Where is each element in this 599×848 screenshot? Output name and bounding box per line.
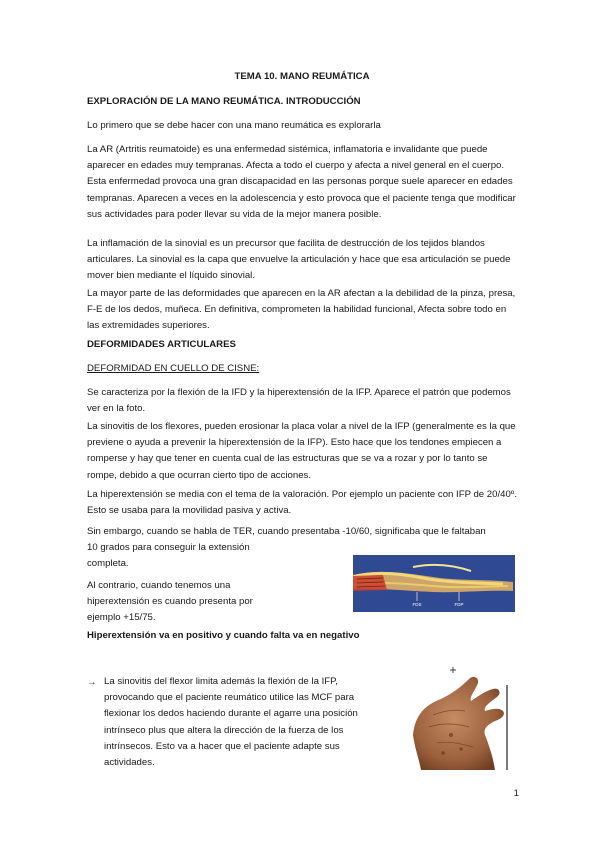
document-title: TEMA 10. MANO REUMÁTICA (234, 71, 370, 82)
ter-line-1: Sin embargo, cuando se habla de TER, cuando presentaba -10/60, significaba que le faltaban (87, 526, 486, 537)
page-number: 1 (513, 788, 519, 799)
bullet-arrow-icon: → (87, 677, 97, 688)
paragraph-ar: La AR (Artritis reumatoide) es una enfermedad sistémica, inflamatoria e invalidante que puede aparecer en edades muy tempranas. Afecta a todo el cuerpo y afecta a nivel general en el cuerpo. Esta enfermedad provoca una gran discapacidad en las personas porque suele aparecer en edades tempranas. Aparecen a veces en la adolescencia y esto provoca que el paciente tenga que modificar sus actividades para poder llevar su vida de la mejor manera posible. (87, 144, 516, 220)
section-heading-deformidades: DEFORMIDADES ARTICULARES (87, 339, 236, 350)
paragraph-caracteriza: Se caracteriza por la flexión de la IFD y la hiperextensión de la IFP. Aparece el patrón que podemos ver en la foto. (87, 387, 511, 415)
paragraph-sinovial: La inflamación de la sinovial es un precursor que facilita de destrucción de los tejidos blandos articulares. La sinovial es la capa que envuelve la articulación y hace que esa articulación se puede mover bien mediante el líquido sinovial. (87, 238, 511, 282)
ter-line-2: 10 grados para conseguir la extensión (87, 542, 250, 554)
figure-label-fds: FDS (412, 602, 422, 607)
paragraph-deformidades: La mayor parte de las deformidades que aparecen en la AR afectan a la debilidad de la pinza, presa, F-E de los dedos, muñeca. En definitiva, comprometen la habilidad funcional, Afecta sobre todo en las extremidades superiores. (87, 288, 516, 332)
intro-paragraph: Lo primero que se debe hacer con una mano reumática es explorarla (87, 120, 381, 131)
figure-label-fdp: FDP (454, 602, 464, 607)
rheumatoid-hand-photo (403, 665, 518, 770)
paragraph-contrario: Al contrario, cuando tenemos una hiperextensión es cuando presenta por ejemplo +15/75. (87, 580, 253, 624)
paragraph-sinovitis: La sinovitis de los flexores, pueden erosionar la placa volar a nivel de la IFP (generalmente es la que previene o ayuda a prevenir la hiperextensión de la IFP). Esto hace que los tendones empiecen a romperse y hay que tener en cuenta cual de las estructuras que se va a rozar y por lo tanto se rompe, debido a que ocurran cierto tipo de acciones. (87, 421, 516, 481)
bold-note: Hiperextensión va en positivo y cuando falta va en negativo (87, 630, 360, 641)
paragraph-valoracion: La hiperextensión se media con el tema de la valoración. Por ejemplo un paciente con IFP de 20/40º. Esto se usaba para la movilidad pasiva y activa. (87, 489, 517, 517)
subsection-heading-cuello-cisne: DEFORMIDAD EN CUELLO DE CISNE: (87, 363, 260, 374)
paragraph-flexor: La sinovitis del flexor limita además la flexión de la IFP, provocando que el paciente reumático utilice las MCF para flexionar los dedos haciendo durante el agarre una posición intrínseco plus que altera la dirección de la fuerza de los intrínsecos. Esto va a hacer que el paciente adapte sus actividades. (104, 676, 358, 769)
section-heading-exploracion: EXPLORACIÓN DE LA MANO REUMÁTICA. INTRODUCCIÓN (87, 96, 361, 107)
ter-line-3: completa. (87, 558, 129, 570)
paragraph-ter-render (87, 524, 519, 573)
